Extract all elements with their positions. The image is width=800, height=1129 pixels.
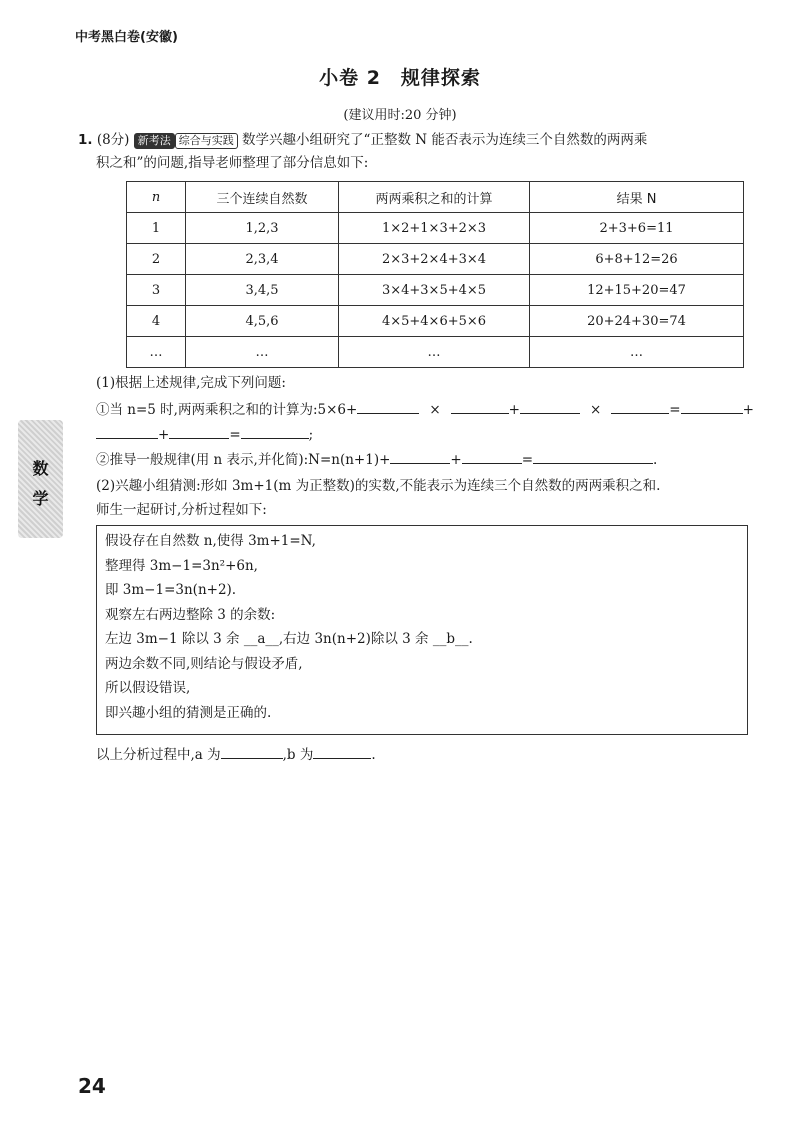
page-title: 小卷 2 规律探索 (319, 67, 481, 89)
table-row (127, 244, 744, 275)
answer-blank[interactable] (462, 449, 522, 464)
table-cell: 3×4+3×5+4×5 (339, 275, 530, 306)
analysis-line: 观察左右两边整除 3 的余数: (105, 606, 276, 623)
analysis-line: 两边余数不同,则结论与假设矛盾, (105, 655, 303, 672)
col-header-numbers: 三个连续自然数 (186, 182, 339, 213)
question-number: 1. (78, 132, 93, 148)
final-question-line (96, 744, 376, 765)
data-table (126, 181, 744, 368)
plus-sign: + (450, 452, 462, 468)
answer-blank[interactable] (451, 399, 509, 414)
final-prefix: 以上分析过程中,a 为 (96, 747, 221, 763)
analysis-line: 所以假设错误, (105, 680, 191, 696)
analysis-line: 即 3m−1=3n(n+2). (105, 582, 237, 598)
answer-blank[interactable] (611, 399, 669, 414)
answer-blank[interactable] (533, 449, 653, 464)
answer-blank[interactable] (681, 399, 743, 414)
table-cell: 20+24+30=74 (530, 306, 744, 337)
table-cell: 4 (127, 306, 186, 337)
part1-item1-continued (96, 424, 313, 445)
col-header-calc: 两两乘积之和的计算 (339, 182, 530, 213)
table-cell: 1,2,3 (186, 213, 339, 244)
side-tab-char: 数 (32, 459, 49, 478)
question-intro-line2: 积之和”的问题,指导老师整理了部分信息如下: (96, 155, 369, 171)
answer-blank[interactable] (390, 449, 450, 464)
table-cell: … (339, 337, 530, 368)
table-row (127, 306, 744, 337)
table-row (127, 213, 744, 244)
question-intro-line1 (78, 130, 647, 150)
page-number: 24 (78, 1074, 106, 1098)
table-cell: 2+3+6=11 (530, 213, 744, 244)
answer-blank-a[interactable] (221, 744, 283, 759)
table-cell: 4×5+4×6+5×6 (339, 306, 530, 337)
table-cell: 1×2+1×3+2×3 (339, 213, 530, 244)
table-cell: 6+8+12=26 (530, 244, 744, 275)
side-tab-char: 学 (32, 489, 49, 508)
final-end: . (371, 747, 376, 763)
col-header-result: 结果 N (530, 182, 744, 213)
equals-sign: = (669, 402, 681, 418)
subject-side-tab (18, 420, 63, 538)
item2-end: . (653, 452, 658, 468)
plus-sign: + (742, 402, 754, 418)
item2-prefix: ②推导一般规律(用 n 表示,并化简):N=n(n+1)+ (96, 452, 391, 468)
analysis-line: 假设存在自然数 n,使得 3m+1=N, (105, 533, 316, 549)
equals-sign: = (521, 452, 534, 468)
answer-blank[interactable] (169, 424, 229, 439)
times-sign: × (429, 402, 441, 418)
answer-blank[interactable] (357, 399, 419, 414)
answer-blank-b[interactable] (313, 744, 371, 759)
topic-badge: 综合与实践 (175, 133, 238, 149)
equals-sign: = (229, 427, 241, 443)
col-header-n: n (127, 182, 186, 213)
table-row (127, 337, 744, 368)
plus-sign: + (158, 427, 170, 443)
part2-line1: (2)兴趣小组猜测:形如 3m+1(m 为正整数)的实数,不能表示为连续三个自然数的两两乘积之和. (96, 478, 661, 494)
table-cell: 2 (127, 244, 186, 275)
analysis-line: 即兴趣小组的猜测是正确的. (105, 704, 272, 721)
table-cell: 2,3,4 (186, 244, 339, 275)
analysis-line: 整理得 3m−1=3n²+6n, (105, 557, 258, 574)
table-cell: … (186, 337, 339, 368)
new-method-badge: 新考法 (134, 133, 175, 149)
table-cell: 12+15+20=47 (530, 275, 744, 306)
table-cell: 4,5,6 (186, 306, 339, 337)
table-header-row (127, 182, 744, 213)
table-cell: 3 (127, 275, 186, 306)
part1-item2 (96, 449, 657, 470)
part1-heading: (1)根据上述规律,完成下列问题: (96, 375, 286, 391)
answer-blank[interactable] (520, 399, 580, 414)
answer-blank[interactable] (96, 424, 158, 439)
answer-blank[interactable] (241, 424, 309, 439)
suggested-time: (建议用时:20 分钟) (343, 108, 457, 123)
part1-item1 (96, 399, 754, 420)
item1-end: ; (308, 427, 314, 443)
table-cell: … (530, 337, 744, 368)
item1-prefix: ①当 n=5 时,两两乘积之和的计算为:5×6+ (96, 402, 358, 418)
table-cell: 2×3+2×4+3×4 (339, 244, 530, 275)
analysis-line: 左边 3m−1 除以 3 余 __a__,右边 3n(n+2)除以 3 余 __b__. (105, 631, 473, 647)
series-header: 中考黑白卷(安徽) (75, 30, 178, 45)
part2-line2: 师生一起研讨,分析过程如下: (96, 502, 267, 518)
times-sign: × (589, 402, 602, 418)
final-middle: ,b 为 (282, 747, 314, 763)
analysis-box (96, 525, 748, 735)
table-row (127, 275, 744, 306)
question-score: (8分) (96, 132, 130, 148)
table-cell: 3,4,5 (186, 275, 339, 306)
table-cell: 1 (127, 213, 186, 244)
plus-sign: + (508, 402, 520, 418)
intro-text-1: 数学兴趣小组研究了“正整数 N 能否表示为连续三个自然数的两两乘 (242, 132, 648, 148)
table-cell: … (127, 337, 186, 368)
